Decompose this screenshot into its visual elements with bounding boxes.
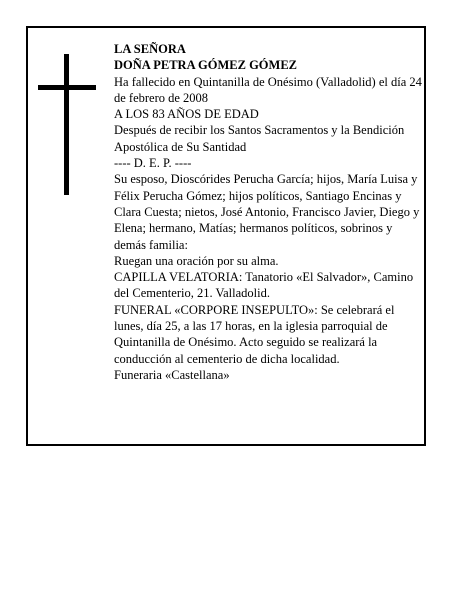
- notice-body: [114, 41, 422, 383]
- rip-line: ---- D. E. P. ----: [114, 156, 192, 171]
- cross-icon-bar: [38, 85, 96, 90]
- death-statement: Ha fallecido en Quintanilla de Onésimo (Valladolid) el día 24 de febrero de 2008: [114, 74, 422, 105]
- sacraments-statement: Después de recibir los Santos Sacramentos y la Bendición Apostólica de Su Santidad: [114, 123, 405, 154]
- notice-title: LA SEÑORA: [114, 42, 186, 56]
- prayer-request: Ruegan una oración por su alma.: [114, 253, 279, 268]
- funeral-info: FUNERAL «CORPORE INSEPULTO»: Se celebrará el lunes, día 25, a las 17 horas, en la iglesia parroquial de Quintanilla de Onésimo. Acto seguido se realizará la conducción al cementerio de dicha localidad.: [114, 302, 395, 366]
- funeral-home: Funeraria «Castellana»: [114, 367, 230, 382]
- family-list: Su esposo, Dioscórides Perucha García; hijos, María Luisa y Félix Perucha Gómez; hijos políticos, Santiago Encinas y Clara Cuesta; nietos, José Antonio, Francisco Javier, Diego y Elena; hermano, Matías; hermanos políticos, sobrinos y demás familia:: [114, 172, 420, 252]
- age-statement: A LOS 83 AÑOS DE EDAD: [114, 107, 259, 122]
- cross-icon: [64, 54, 69, 195]
- deceased-name: DOÑA PETRA GÓMEZ GÓMEZ: [114, 58, 298, 73]
- chapel-info: CAPILLA VELATORIA: Tanatorio «El Salvador», Camino del Cementerio, 21. Valladolid.: [114, 270, 414, 301]
